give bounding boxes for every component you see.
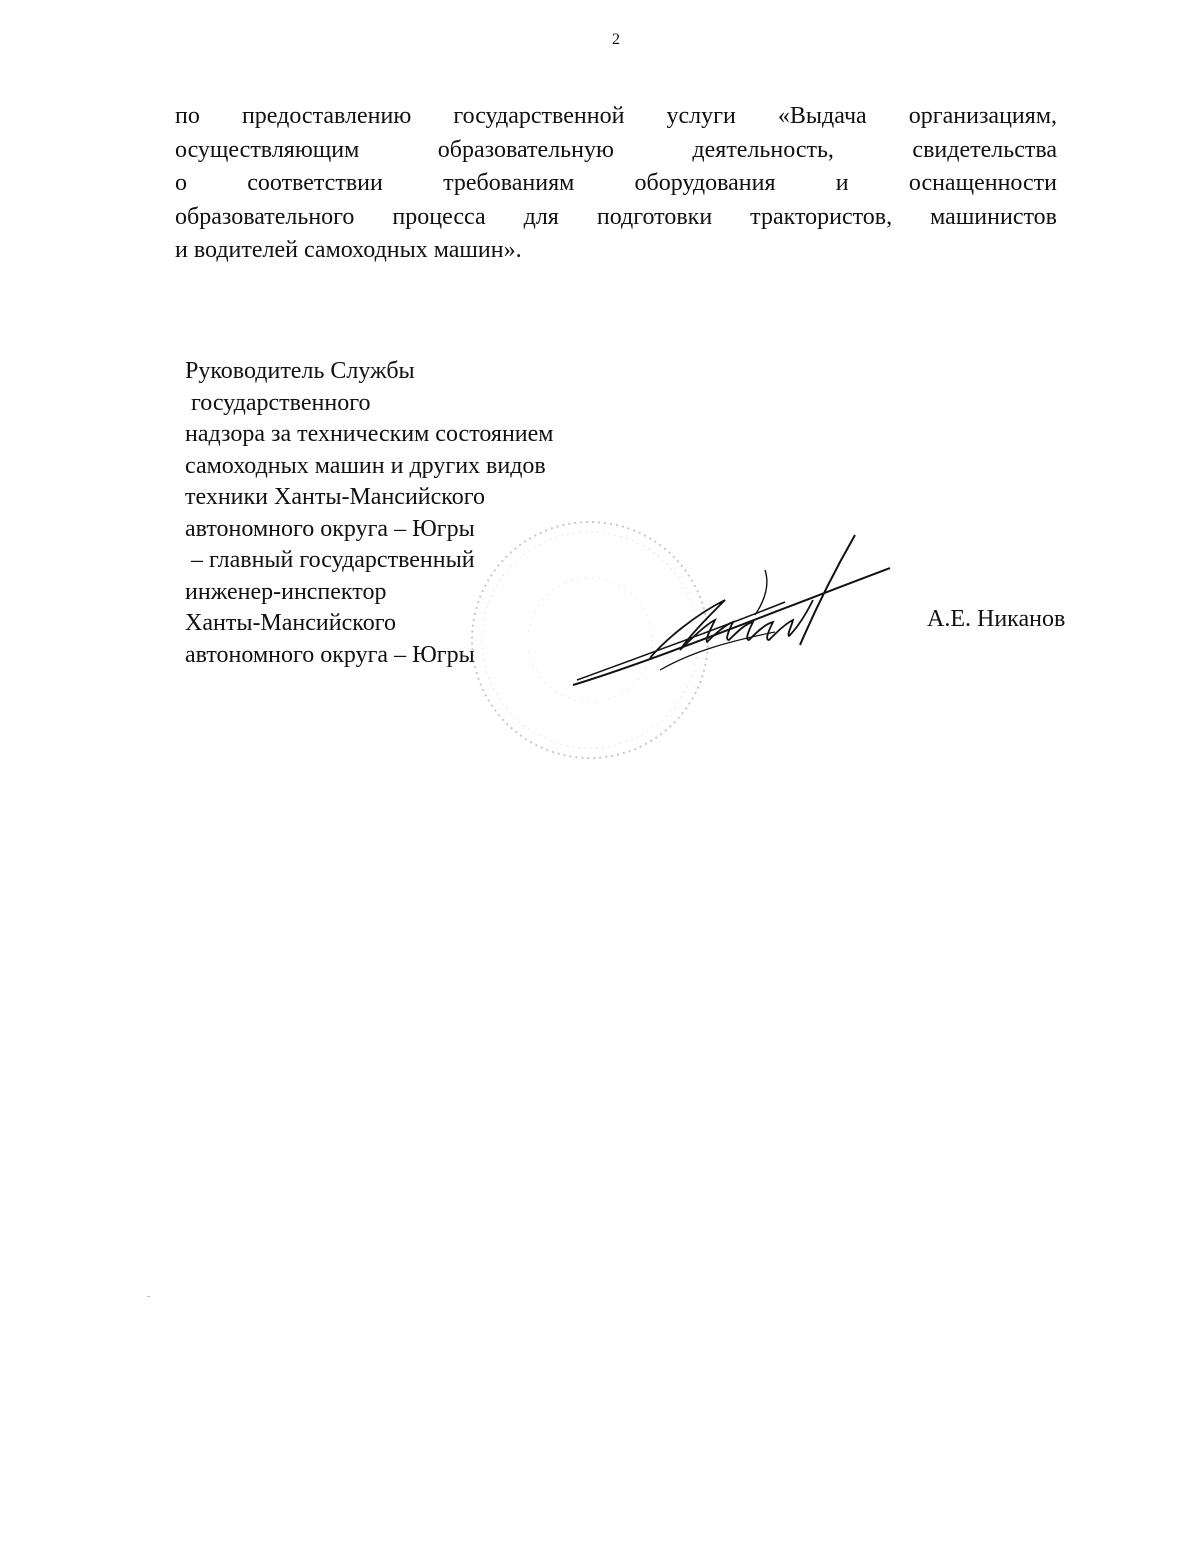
signer-name: А.Е. Никанов [927, 606, 1066, 632]
signer-title-line: техники Ханты-Мансийского [185, 484, 485, 510]
scan-speck [147, 1296, 150, 1297]
body-line-last: и водителей самоходных машин». [175, 237, 522, 263]
body-line: о соответствии требованиям оборудования и оснащенности [175, 170, 1057, 196]
signer-title-line: – главный государственный [191, 547, 475, 573]
signer-title-line: государственного [191, 389, 371, 416]
body-paragraph [175, 100, 1057, 268]
signer-title-line: автономного округа – Югры [185, 515, 475, 542]
signer-title-line: Руководитель Службы [185, 358, 415, 384]
signer-title-line: Ханты-Мансийского [185, 610, 396, 636]
body-line: по предоставлению государственной услуги «Выдача организациям, [175, 103, 1057, 129]
body-line: осуществляющим образовательную деятельность, свидетельства [175, 136, 1057, 163]
signer-title-line: надзора за техническим состоянием [185, 421, 554, 447]
signer-title-line: самоходных машин и других видов [185, 452, 546, 479]
signer-title-line: автономного округа – Югры [185, 641, 475, 668]
signer-title-line: инженер-инспектор [185, 578, 387, 605]
body-line: образовательного процесса для подготовки трактористов, машинистов [175, 203, 1057, 230]
signature-block [185, 356, 625, 671]
page-number: 2 [612, 31, 620, 48]
